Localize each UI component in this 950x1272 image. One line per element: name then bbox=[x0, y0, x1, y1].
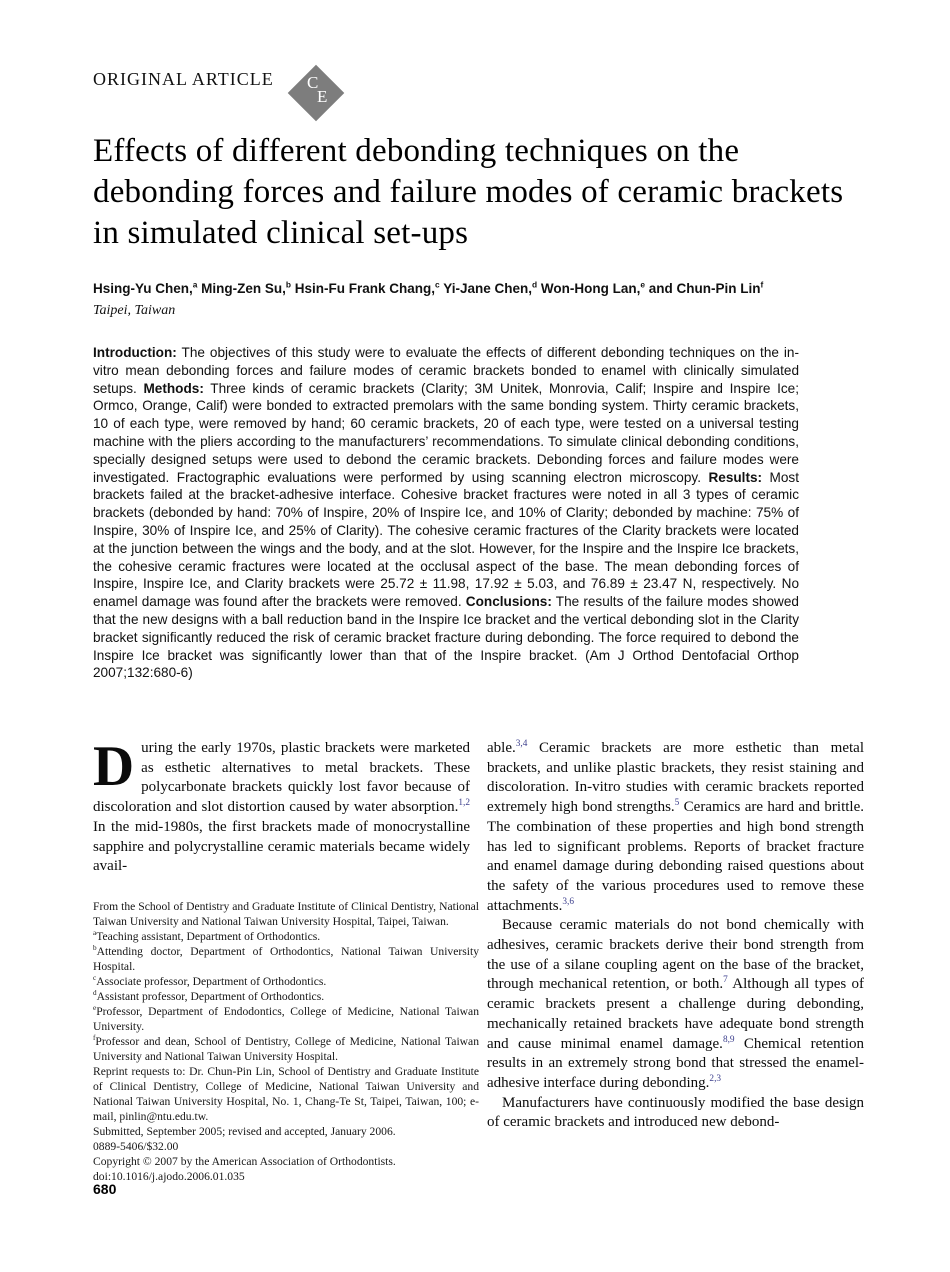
body-column-right bbox=[487, 739, 864, 1133]
text-run: Teaching assistant, Department of Orthodontics. bbox=[96, 930, 321, 943]
citation-superscript-link[interactable]: 8,9 bbox=[722, 1034, 735, 1045]
text-run: able. bbox=[487, 740, 516, 756]
abstract-section-label: Conclusions: bbox=[465, 594, 552, 610]
footnote-superscript: d bbox=[531, 279, 538, 290]
text-run: Professor and dean, School of Dentistry, College of Medicine, National Taiwan University and National Taiwan University Hospital. bbox=[93, 1035, 479, 1063]
footnote-superscript: b bbox=[285, 279, 292, 290]
body-paragraph bbox=[487, 916, 864, 1093]
footnote-line bbox=[93, 1064, 479, 1124]
footnote-line bbox=[93, 989, 479, 1004]
text-run: Chemical retention results in an extremely strong bond that stressed the enamel-adhesive interface during debonding. bbox=[487, 1035, 864, 1091]
text-run: From the School of Dentistry and Graduate Institute of Clinical Dentistry, National Taiwan University and National Taiwan University Hospital, Taipei, Taiwan. bbox=[93, 900, 479, 928]
text-run: and Chun-Pin Lin bbox=[644, 281, 761, 296]
text-run: Ming-Zen Su, bbox=[197, 281, 286, 296]
footnote-line bbox=[93, 944, 479, 974]
footnote-superscript: f bbox=[760, 279, 764, 290]
dropcap-letter: D bbox=[93, 735, 135, 798]
ce-credit-logo-icon bbox=[287, 64, 345, 122]
article-title: Effects of different debonding techniques on the debonding forces and failure modes of ceramic brackets in simulated clinical set-ups bbox=[93, 133, 844, 251]
footnote-superscript: a bbox=[93, 929, 97, 938]
text-run: In the mid-1980s, the first brackets made of monocrystalline sapphire and polycrystalline ceramic materials became widely avail- bbox=[93, 818, 470, 875]
body-column-left bbox=[93, 735, 470, 877]
abstract-section-label: Methods: bbox=[143, 380, 204, 396]
footnote-line bbox=[93, 1034, 479, 1064]
article-type-kicker: ORIGINAL ARTICLE bbox=[93, 69, 274, 89]
abstract-section-label: Introduction: bbox=[93, 345, 177, 360]
footnote-superscript: c bbox=[435, 279, 440, 290]
text-run: Associate professor, Department of Orthodontics. bbox=[96, 975, 327, 988]
author-affiliation-location: Taipei, Taiwan bbox=[93, 303, 176, 318]
text-run: Submitted, September 2005; revised and accepted, January 2006. bbox=[93, 1125, 396, 1138]
text-run: Copyright © 2007 by the American Association of Orthodontists. bbox=[93, 1155, 396, 1168]
text-run: Hsin-Fu Frank Chang, bbox=[291, 281, 436, 296]
text-run: Ceramic brackets are more esthetic than metal brackets, and unlike plastic brackets, they resist staining and discoloration. In-vitro studies with ceramic brackets reported extremely high bond strengths. bbox=[487, 740, 864, 816]
text-run: uring the early 1970s, plastic brackets were marketed as esthetic alternatives to metal brackets. These polycarbonate brackets quickly lost favor because of discoloration and slot distortion caused by water absorption. bbox=[93, 740, 470, 816]
footnote-line bbox=[93, 1139, 479, 1154]
text-run: Won-Hong Lan, bbox=[537, 281, 641, 296]
footnote-superscript: e bbox=[640, 279, 645, 290]
paragraph-text bbox=[93, 735, 470, 875]
footnote-line bbox=[93, 1004, 479, 1034]
text-run: Hsing-Yu Chen, bbox=[93, 281, 193, 296]
footnote-superscript: d bbox=[93, 989, 97, 998]
text-run: Ceramics are hard and brittle. The combination of these properties and high bond strength has led to significant problems. Reports of bracket fracture and enamel damage during debonding raised questions about the safety of the various procedures used to remove these attachments. bbox=[487, 799, 864, 914]
footnote-line bbox=[93, 1169, 479, 1184]
page-number: 680 bbox=[93, 1181, 117, 1197]
abstract: Introduction: The objectives of this study were to evaluate the effects of different debonding techniques on the in-vitro mean debonding forces and failure modes of ceramic brackets bonded to enamel with clinically simulated setups. Methods: Three kinds of ceramic brackets (Clarity; 3M Unitek, Monrovia, Calif; Inspire and Inspire Ice; Ormco, Orange, Calif) were bonded to extracted premolars with the same bonding system. Thirty ceramic brackets, 10 of each type, were removed by hand; 60 ceramic brackets, 20 of each type, were tested on a universal testing machine with the pliers according to the manufacturers’ recommendations. To simulate clinical debonding conditions, specially designed setups were used to debond the ceramic brackets. Debonding forces and failure modes were investigated. Fractographic evaluations were performed by using scanning electron microscopy. Results: Most brackets failed at the bracket-adhesive interface. Cohesive bracket fractures were noted in all 3 types of ceramic brackets (debonded by hand: 70% of Inspire, 20% of Inspire Ice, and 10% of Clarity; debonded by machine: 75% of Inspire, 30% of Inspire Ice, and 25% of Clarity). The cohesive ceramic fractures of the Clarity brackets were located at the junction between the wings and the body, and at the slot. However, for the Inspire and the Inspire Ice brackets, the cohesive ceramic fractures were located at the occlusal aspect of the base. The mean debonding forces of Inspire, Inspire Ice, and Clarity brackets were 25.72 ± 11.98, 17.92 ± 5.03, and 76.89 ± 23.47 N, respectively. No enamel damage was found after the brackets were removed. Conclusions: The results of the failure modes showed that the new designs with a ball reduction band in the Inspire Ice bracket and the vertical debonding slot in the Clarity bracket significantly reduced the risk of ceramic bracket fracture during debonding. The force required to debond the Inspire Ice bracket was significantly lower than that of the Inspire bracket. (Am J Orthod Dentofacial Orthop 2007;132:680-6) bbox=[93, 345, 800, 681]
text-run: 0889-5406/$32.00 bbox=[93, 1140, 179, 1153]
footnote-line bbox=[93, 974, 479, 989]
body-paragraph bbox=[487, 1094, 864, 1133]
body-paragraph bbox=[93, 735, 470, 877]
abstract-section-label: Results: bbox=[708, 469, 763, 485]
text-run: Assistant professor, Department of Orthodontics. bbox=[96, 990, 325, 1003]
footnote-block bbox=[93, 899, 479, 1184]
footnote-superscript: b bbox=[93, 944, 97, 953]
citation-superscript-link[interactable]: 2,3 bbox=[709, 1073, 722, 1084]
ce-letter-e: E bbox=[317, 87, 328, 106]
footnote-line bbox=[93, 1154, 479, 1169]
text-run: doi:10.1016/j.ajodo.2006.01.035 bbox=[93, 1170, 245, 1183]
citation-superscript-link[interactable]: 3,4 bbox=[515, 739, 528, 749]
text-run: Yi-Jane Chen, bbox=[439, 281, 532, 296]
text-run: Professor, Department of Endodontics, College of Medicine, National Taiwan University. bbox=[93, 1005, 479, 1033]
footnote-line bbox=[93, 1124, 479, 1139]
footnote-superscript: a bbox=[192, 279, 198, 290]
footnote-line bbox=[93, 899, 479, 929]
text-run: Because ceramic materials do not bond chemically with adhesives, ceramic brackets derive their bond strength from the use of a silane coupling agent on the base of the bracket, through mechanical retention, or both. bbox=[487, 917, 864, 993]
footnote-superscript: e bbox=[93, 1004, 97, 1013]
footnote-line bbox=[93, 929, 479, 944]
footnote-superscript: c bbox=[93, 974, 97, 983]
text-run: Although all types of ceramic brackets present a challenge during debonding, mechanically retained brackets have adequate bond strength and cause minimal enamel damage. bbox=[487, 976, 864, 1052]
text-run: Attending doctor, Department of Orthodontics, National Taiwan University Hospital. bbox=[93, 945, 479, 973]
body-paragraph bbox=[487, 739, 864, 916]
citation-superscript-link[interactable]: 5 bbox=[674, 798, 680, 809]
citation-superscript-link[interactable]: 7 bbox=[723, 975, 728, 986]
citation-superscript-link[interactable]: 1,2 bbox=[458, 798, 470, 809]
text-run: Manufacturers have continuously modified the base design of ceramic brackets and introduced new debond- bbox=[487, 1094, 864, 1131]
footnote-superscript: f bbox=[93, 1034, 96, 1043]
citation-superscript-link[interactable]: 3,6 bbox=[562, 896, 575, 907]
text-run: Reprint requests to: Dr. Chun-Pin Lin, School of Dentistry and Graduate Institute of Clinical Dentistry, College of Medicine, National Taiwan University and National Taiwan University Hospital, No. 1, Chang-Te St, Taipei, Taiwan, 100; e-mail, pinlin@ntu.edu.tw. bbox=[93, 1065, 479, 1123]
ce-letter-c: C bbox=[307, 73, 319, 92]
author-list bbox=[93, 281, 873, 296]
